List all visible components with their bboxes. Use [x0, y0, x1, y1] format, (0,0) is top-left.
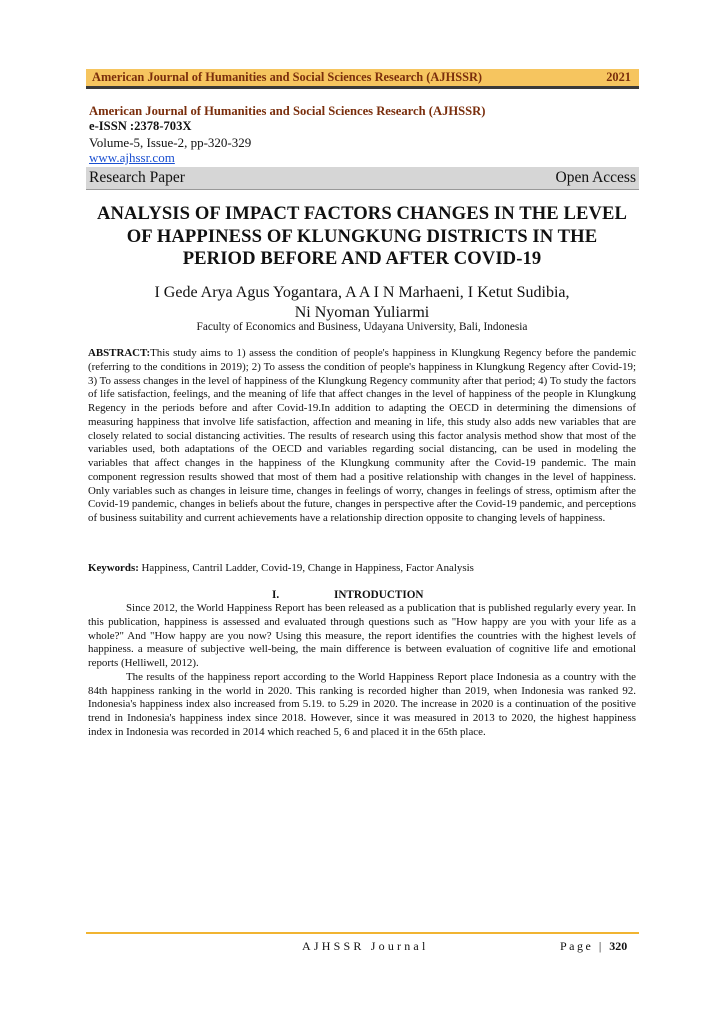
intro-paragraph-2: The results of the happiness report according to the World Happiness Report place Indonesia as a country with the 84th happiness ranking in the world in 2020. This ranking is recorded higher than 2019, when Indonesia was ranked 92. Indonesia's happiness index also increased from 5.19. to 5.29 in 2020. The increase in 2020 is a continuation of the positive trend in Indonesia's happiness index since 2018. However, since it was measured in 2013 to 2020, the highest happiness index in Indonesia was recorded in 2014 which reached 5, 6 and placed it in the 65th place.: [88, 670, 636, 738]
abstract-label: ABSTRACT:: [88, 347, 151, 359]
keywords: [88, 562, 636, 574]
affiliation: Faculty of Economics and Business, Udayana University, Bali, Indonesia: [196, 321, 528, 333]
header-journal-name: American Journal of Humanities and Social Sciences Research (AJHSSR): [92, 70, 483, 84]
footer-page-label: Page |: [560, 939, 610, 953]
introduction-body: [88, 602, 636, 740]
intro-paragraph-1: Since 2012, the World Happiness Report has been released as a publication that is published regularly every year. In this publication, happiness is assessed and evaluated through questions such as "How happy are you with your life as a whole?" And "How happy are you now? Using this measure, the report identifies the countries with the highest levels of happiness. a measure of subjective well-being, the main difference is between evaluation of cognitive life and emotional reports (Helliwell, 2012).: [88, 602, 636, 669]
meta-volume: Volume-5, Issue-2, pp-320-329: [89, 134, 252, 150]
paper-type: Research Paper: [89, 169, 185, 186]
meta-eissn: e-ISSN :2378-703X: [89, 119, 192, 134]
meta-journal-name: American Journal of Humanities and Social Sciences Research (AJHSSR): [89, 104, 486, 118]
footer-journal: AJHSSR Journal: [302, 939, 429, 953]
journal-header-bar: [86, 69, 639, 89]
authors: [90, 283, 634, 323]
access-type: Open Access: [555, 169, 636, 186]
journal-meta: [89, 104, 485, 166]
footer-page: [560, 939, 627, 954]
footer-page-number: 320: [609, 939, 628, 953]
authors-line-2: Ni Nyoman Yuliarmi: [294, 304, 430, 321]
keywords-label: Keywords:: [88, 562, 139, 574]
abstract-text: This study aims to 1) assess the condition of people's happiness in Klungkung Regency before the pandemic (referring to the conditions in 2019); 2) To assess the condition of people's happiness in Klungkung Regency after Covid-19; 3) To assess changes in the level of happiness of the Klungkung Regency community after that period; 4) To study the factors of life satisfaction, feelings, and the meaning of life that affect changes in the level of happiness of the people in Klungkung Regency in the periods before and after Covid-19.In addition to adapting the OECD in determining the dimensions of measuring happiness that involve life satisfaction, affection and meaning in life, this study also adds new variables that are closely related to social distancing activities. The results of research using this factor analysis method show that most of the variables used, both adaptations of the OECD and variables regarding social distancing, can be used in modeling the variables that affect changes in the happiness of the Klungkung community after the Covid-19 pandemic. The main component regression results showed that most of them had a positive relationship with changes in the level of happiness. Only variables such as changes in leisure time, changes in feelings of worry, changes in feelings of stress, optimism after the Covid-19 pandemic, changes in beliefs about the future, changes in perspective after the Covid-19 pandemic, and perceptions of business suitability and current achievements have a relationship direction opposite to changing levels of happiness.: [88, 347, 636, 524]
journal-url-link[interactable]: www.ajhssr.com: [89, 150, 175, 166]
section-title: INTRODUCTION: [334, 589, 424, 601]
header-year: 2021: [606, 70, 631, 84]
keywords-text: Happiness, Cantril Ladder, Covid-19, Change in Happiness, Factor Analysis: [138, 562, 474, 574]
abstract: [88, 347, 636, 526]
footer-divider: [86, 932, 639, 934]
section-number: I.: [272, 589, 280, 601]
paper-type-bar: [86, 167, 639, 190]
paper-title: ANALYSIS OF IMPACT FACTORS CHANGES IN THE LEVEL OF HAPPINESS OF KLUNGKUNG DISTRICTS IN THE PERIOD BEFORE AND AFTER COVID-19: [96, 203, 628, 270]
authors-line-1: I Gede Arya Agus Yogantara, A A I N Marhaeni, I Ketut Sudibia,: [154, 284, 570, 301]
